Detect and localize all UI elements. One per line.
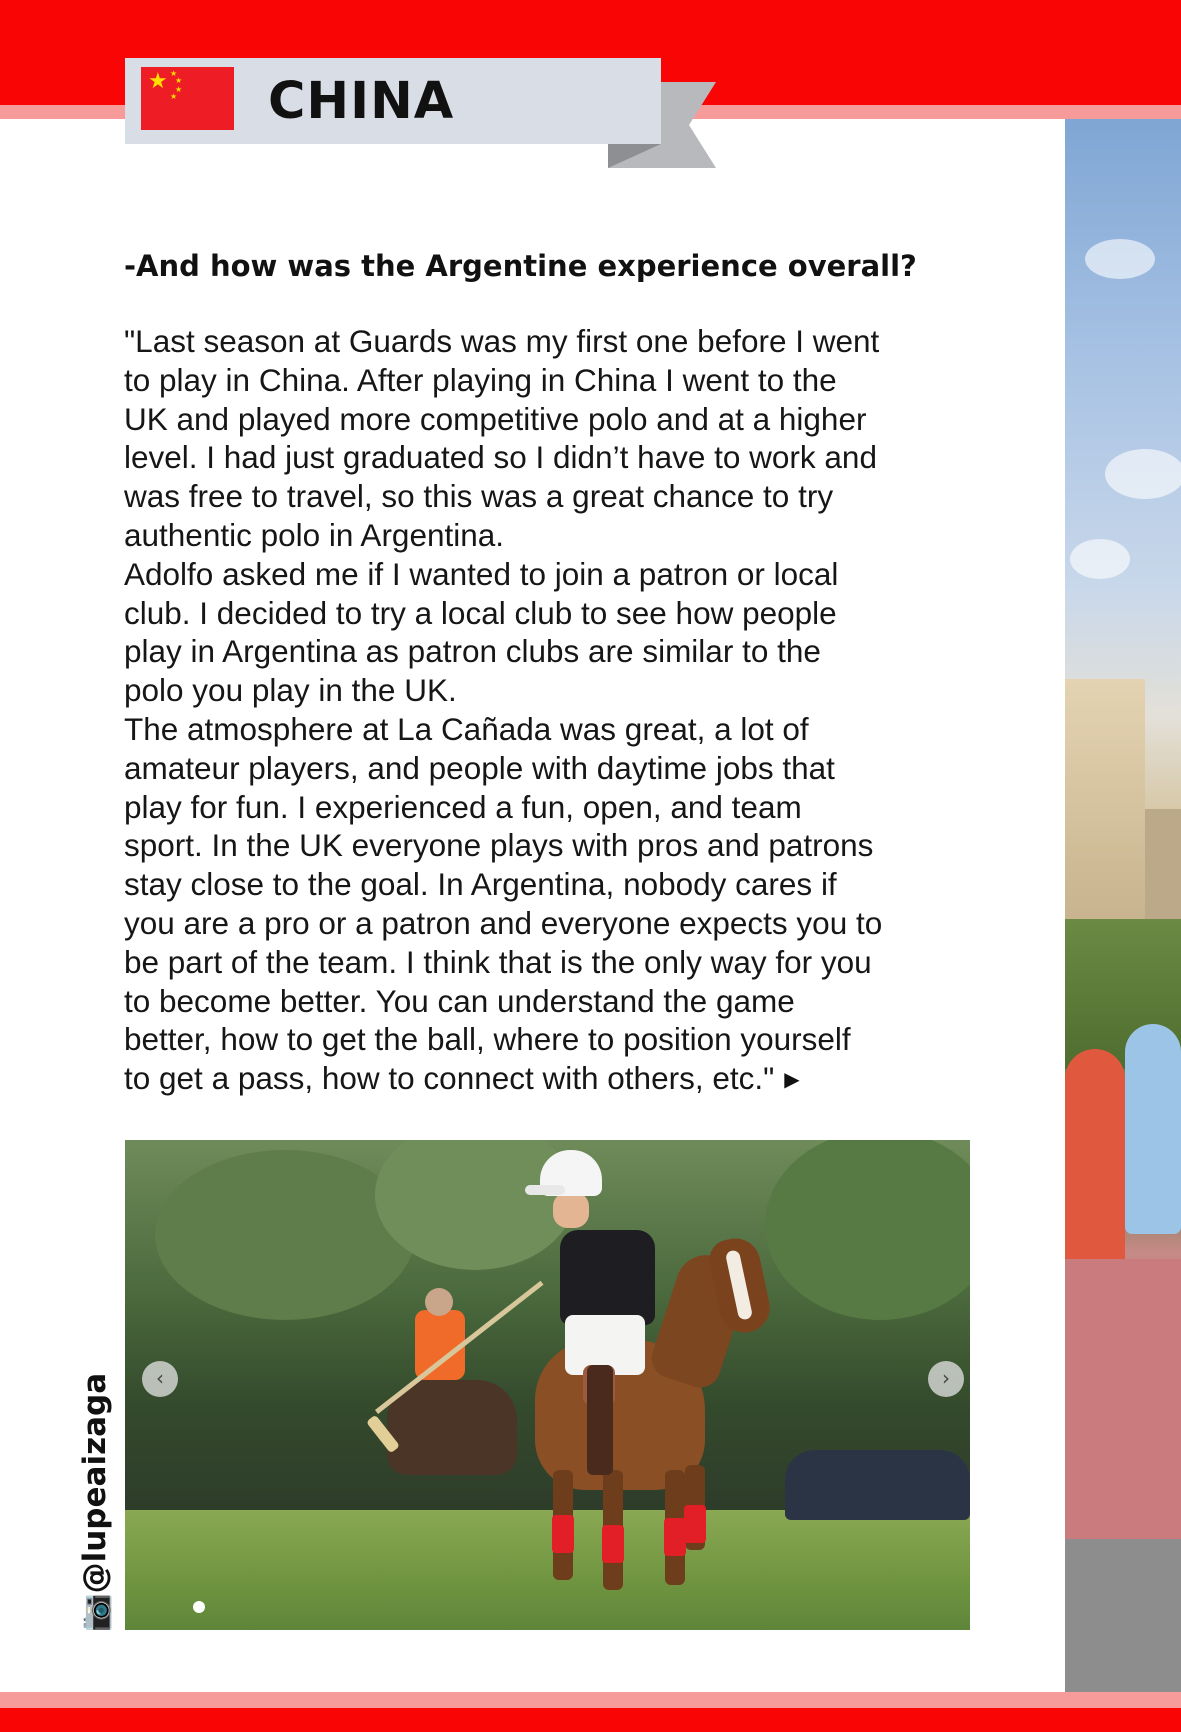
side-building (1065, 679, 1145, 919)
page-title: CHINA (268, 72, 455, 131)
chevron-right-icon[interactable]: › (928, 1361, 964, 1397)
answer-paragraph-text: The atmosphere at La Cañada was great, a lot of amateur players, and people with daytime jobs that play for fun. I experienced a fun, open, and team sport. In the UK everyone plays with pros and patrons stay close to the goal. In Argentina, nobody cares if you are a pro or a patron and everyone expects you to be part of the team. I think that is the only way for you to become better. You can understand the game better, how to get the ball, where to position yourself to get a pass, how to connect with others, etc." (124, 710, 883, 1097)
chevron-left-icon[interactable]: ‹ (142, 1361, 178, 1397)
rider-face (553, 1192, 589, 1228)
flag-star-icon: ★ (170, 69, 178, 78)
polo-field (125, 1510, 970, 1630)
side-photo-polo-spectators (1065, 119, 1181, 1692)
side-track (1065, 1259, 1181, 1539)
flag-star-icon: ★ (175, 76, 183, 85)
china-flag-icon (141, 67, 234, 130)
bottom-red-bar (0, 1708, 1181, 1732)
interview-question: -And how was the Argentine experience overall? (124, 249, 917, 283)
flag-star-icon: ★ (148, 69, 168, 94)
flag-star-icon: ★ (170, 92, 178, 101)
photo-credit-text (78, 1373, 112, 1632)
photo-credit (78, 1372, 112, 1632)
carousel-photo-polo-player[interactable] (125, 1140, 970, 1630)
instagram-handle: @lupeaizaga (77, 1372, 113, 1594)
background-rider-head (425, 1288, 453, 1316)
parked-car (785, 1450, 970, 1520)
play-arrow-icon[interactable]: ▶ (784, 1069, 800, 1092)
tree (155, 1150, 415, 1320)
carousel-dot-indicator[interactable] (193, 1601, 205, 1613)
flag-star-icon: ★ (175, 85, 183, 94)
rider-jersey (560, 1230, 655, 1325)
side-spectator (1125, 1024, 1181, 1234)
leg-bandage (684, 1505, 706, 1543)
answer-paragraph (124, 711, 882, 1096)
helmet-brim (525, 1185, 565, 1195)
camera-icon: 📷 (77, 1593, 113, 1632)
leg-bandage (552, 1515, 574, 1553)
leg-bandage (664, 1518, 686, 1556)
background-horse (387, 1380, 517, 1475)
rider-boot (587, 1365, 613, 1475)
answer-paragraph: Adolfo asked me if I wanted to join a patron or local club. I decided to try a local club to see how people play in Argentina as patron clubs are similar to the polo you play in the UK. (124, 555, 839, 709)
answer-paragraph: "Last season at Guards was my first one before I went to play in China. After playing in China I went to the UK and played more competitive polo and at a higher level. I had just graduated so I didn’t have to work and was free to travel, so this was a great chance to try authentic polo in Argentina. (124, 323, 880, 553)
leg-bandage (602, 1525, 624, 1563)
side-spectator (1065, 1049, 1125, 1269)
side-road (1065, 1539, 1181, 1692)
interview-answer (124, 322, 1004, 1100)
bottom-pink-stripe (0, 1692, 1181, 1708)
